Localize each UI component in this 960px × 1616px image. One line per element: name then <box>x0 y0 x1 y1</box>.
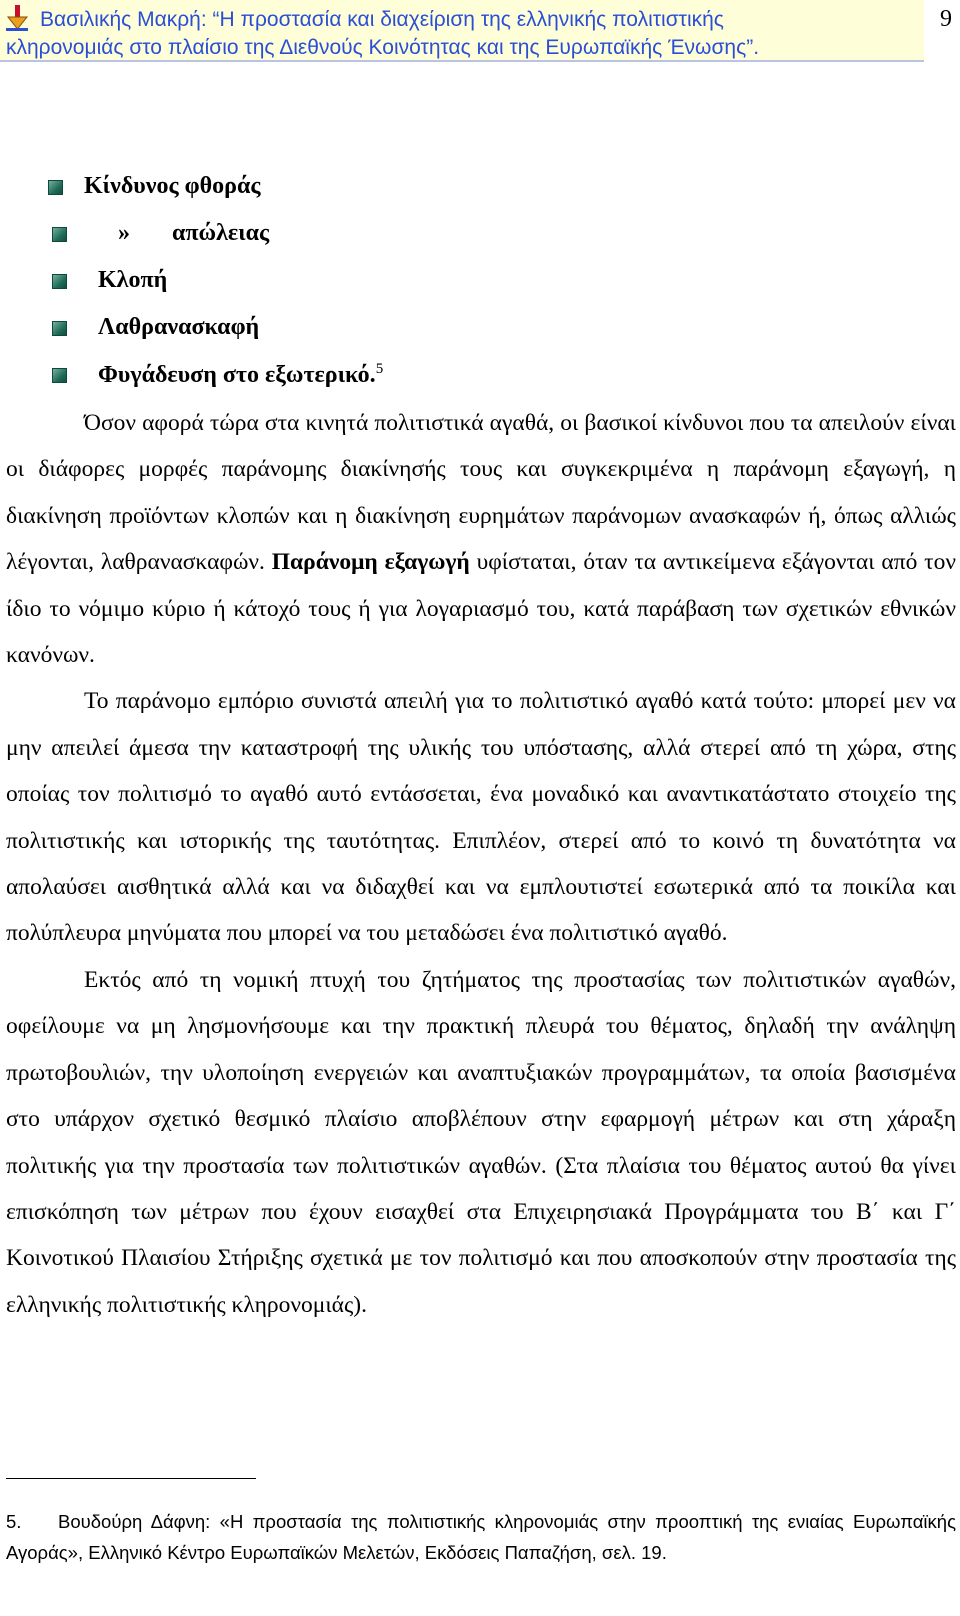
list-item-text <box>98 361 383 389</box>
paragraph-text: υφίσταται, όταν τα αντικείμενα εξάγονται από τον ίδιο το νόμιμο κύριο ή κάτοχό τους ή για λογαριασμό του, κατά παράβαση των σχετικών εθνικών κανόνων. <box>6 549 956 669</box>
list-item-label: Φυγάδευση στο εξωτερικό. <box>98 362 376 388</box>
bold-term: Παράνομη εξαγωγή <box>271 549 470 576</box>
header-title-line-1: Βασιλικής Μακρή: “Η προστασία και διαχείριση της ελληνικής πολιτιστικής <box>40 8 724 31</box>
list-item <box>0 311 960 358</box>
paragraph <box>6 400 956 678</box>
list-item-text: » απώλειας <box>118 220 270 246</box>
footnote-ref[interactable]: 5 <box>375 361 384 377</box>
running-header <box>0 0 924 62</box>
footnote-text: Βουδούρη Δάφνη: «Η προστασία της πολιτιστικής κληρονομιάς στην προοπτική της ενιαίας Ευρωπαϊκής Αγοράς», Ελληνικό Κέντρο Ευρωπαϊκών Μελετών, Εκδόσεις Παπαζήση, σελ. 19. <box>6 1511 956 1563</box>
list-item <box>0 264 960 311</box>
header-title-line-2: κληρονομιάς στο πλαίσιο της Διεθνούς Κοινότητας και της Ευρωπαϊκής Ένωσης”. <box>6 36 760 59</box>
page-number: 9 <box>940 6 952 32</box>
square-bullet-icon <box>48 180 63 195</box>
square-bullet-icon <box>52 227 67 242</box>
paragraph-text: Όσον αφορά τώρα στα κινητά πολιτιστικά αγαθά, οι βασικοί κίνδυνοι που τα απειλούν είναι οι διάφορες μορφές παράνομης διακίνησής τους και συγκεκριμένα η παράνομη εξαγωγή, η διακίνηση προϊόντων κλοπών και η διακίνηση ευρημάτων παράνομων ανασκαφών ή, όπως αλλιώς λέγονται, λαθρανασκαφών. <box>6 410 956 576</box>
list-item-text: Λαθρανασκαφή <box>98 314 260 340</box>
square-bullet-icon <box>52 368 67 383</box>
square-bullet-icon <box>52 321 67 336</box>
footnote-number: 5. <box>6 1511 22 1532</box>
square-bullet-icon <box>52 274 67 289</box>
list-item <box>0 217 960 264</box>
paragraph: Το παράνομο εμπόριο συνιστά απειλή για το πολιτιστικό αγαθό κατά τούτο: μπορεί μεν να μην απειλεί άμεσα την καταστροφή της υλικής του υπόστασης, αλλά στερεί από τη χώρα, στης οποίας τον πολιτισμό το αγαθό αυτό εντάσσεται, ένα μοναδικό και αναντικατάστατο στοιχείο της πολιτιστικής και ιστορικής της ταυτότητας. Επιπλέον, στερεί από το κοινό τη δυνατότητα να απολαύσει αισθητικά αλλά και να διδαχθεί και να εμπλουτιστεί εσωτερικά από τα ποικίλα και πολύπλευρα μηνύματα που μπορεί να του μεταδώσει ένα πολιτιστικό αγαθό. <box>6 688 956 947</box>
footnote <box>6 1506 956 1568</box>
download-arrow-icon <box>4 4 32 32</box>
body-text <box>6 400 956 1328</box>
paragraph: Εκτός από τη νομική πτυχή του ζητήματος της προστασίας των πολιτιστικών αγαθών, οφείλουμε να μη λησμονήσουμε και την πρακτική πλευρά του θέματος, δηλαδή την ανάληψη πρωτοβουλιών, την υλοποίηση ενεργειών και αναπτυξιακών προγραμμάτων, τα οποία βασισμένα στο υπάρχον σχετικό θεσμικό πλαίσιο αποβλέπουν στην εφαρμογή μέτρων και στη χάραξη πολιτικής για την προστασία των πολιτιστικών αγαθών. (Στα πλαίσια του θέματος αυτού θα γίνει επισκόπηση των μέτρων που έχουν εισαχθεί στα Επιχειρησιακά Προγράμματα του Β΄ και Γ΄ Κοινοτικού Πλαισίου Στήριξης σχετικά με τον πολιτισμό και που αποσκοπούν στην προστασία της ελληνικής πολιτιστικής κληρονομιάς). <box>6 966 956 1318</box>
list-item <box>0 358 960 405</box>
footnote-separator <box>6 1478 256 1479</box>
list-item-text: Κλοπή <box>98 267 168 293</box>
list-item <box>0 170 960 217</box>
risk-list <box>0 170 960 405</box>
list-item-text: Κίνδυνος φθοράς <box>84 173 261 199</box>
